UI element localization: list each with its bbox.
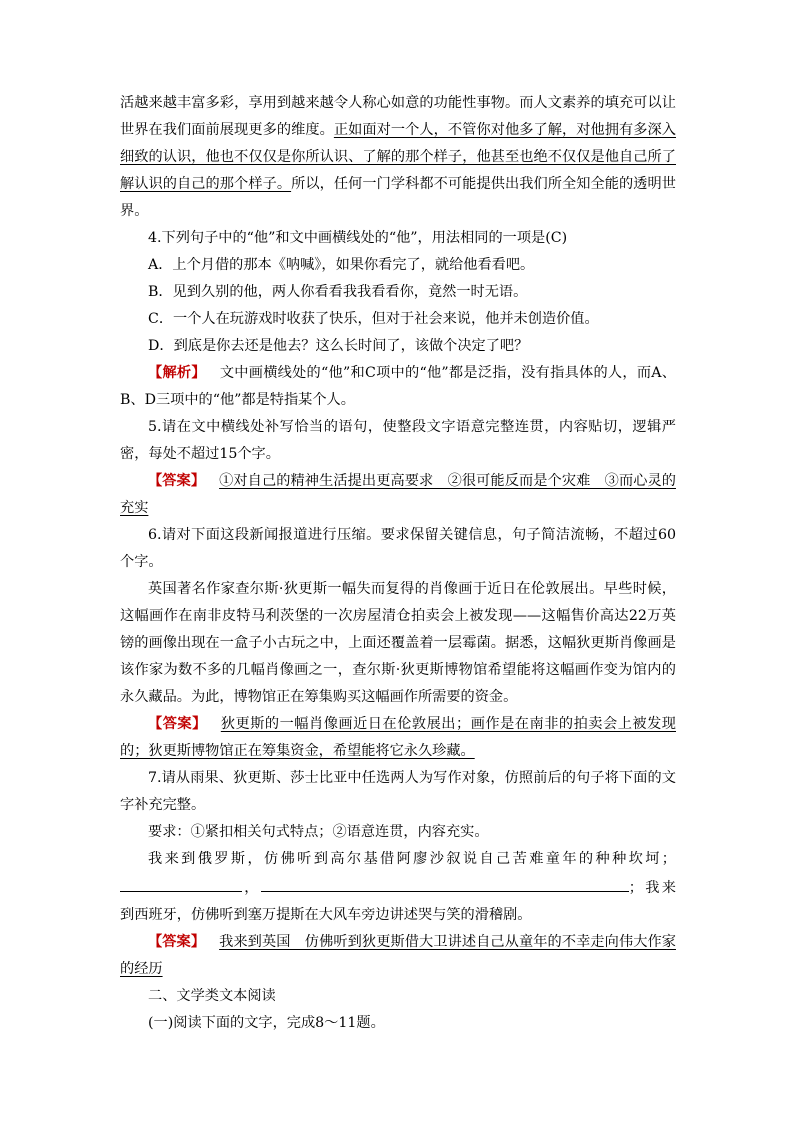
passage-text: 活越来越丰富多彩，享用到越来越令人称心如意的功能性事物。而人文素养的填充可以让世界在我们面前展现更多的维度。 [120, 95, 676, 138]
q4-option-a: A．上个月借的那本《呐喊》，如果你看完了，就给他看看吧。 [148, 257, 535, 273]
passage-paragraph [120, 90, 676, 225]
q6-answer-text: 狄更斯的一幅肖像画近日在伦敦展出；画作是在南非的拍卖会上被发现的；狄更斯博物馆正在筹集资金，希望能将它永久珍藏。 [120, 716, 676, 759]
answer-tag: 【答案】 [148, 716, 207, 732]
passage-tail-text: 所以，任何一门学科都不可能提供出我们所全知全能的透明世界。 [120, 176, 676, 219]
q7-comma: ， [242, 880, 261, 896]
section-subheading: (一)阅读下面的文字，完成8～11题。 [148, 1015, 385, 1031]
q4-option-d: D．到底是你去还是他去？这么长时间了，该做个决定了吧？ [148, 338, 529, 354]
q5-stem: 5.请在文中横线处补写恰当的语句，使整段文字语意完整连贯，内容贴切，逻辑严密，每处不超过15个字。 [120, 419, 676, 462]
analysis-tag: 【解析】 [148, 365, 206, 381]
q7-blank-1[interactable] [120, 873, 242, 892]
answer-tag: 【答案】 [148, 934, 206, 950]
q7-blank-2[interactable] [261, 873, 629, 892]
q4-analysis [120, 360, 676, 414]
q7-answer [120, 929, 676, 983]
q6-news: 英国著名作家查尔斯·狄更斯一幅失而复得的肖像画于近日在伦敦展出。早些时候，这幅画作在南非皮特马利茨堡的一次房屋清仓拍卖会上被发现——这幅售价高达22万英镑的画像出现在一盒子小古玩之中，上面还覆盖着一层霉菌。据悉，这幅狄更斯肖像画是该作家为数不多的几幅肖像画之一，查尔斯·狄更斯博物馆希望能将这幅画作变为馆内的永久藏品。为此，博物馆正在筹集购买这幅画作所需要的资金。 [120, 581, 676, 705]
passage-underlined-text: 正如面对一个人，不管你对他多了解，对他拥有多深入细致的认识，他也不仅仅是你所认识、了解的那个样子，他甚至也绝不仅仅是他自己所了解认识的自己的那个样子。 [120, 122, 676, 192]
q7-stem: 7.请从雨果、狄更斯、莎士比亚中任选两人为写作对象，仿照前后的句子将下面的文字补充完整。 [120, 770, 676, 813]
q4-analysis-text: 文中画横线处的“他”和C项中的“他”都是泛指，没有指具体的人，而A、B、D三项中的“他”都是特指某个人。 [120, 365, 676, 408]
q6-stem: 6.请对下面这段新闻报道进行压缩。要求保留关键信息，句子简洁流畅，不超过60个字。 [120, 527, 676, 570]
section-heading: 二、文学类文本阅读 [148, 988, 276, 1004]
q4-option-c: C．一个人在玩游戏时收获了快乐，但对于社会来说，他并未创造价值。 [148, 311, 599, 327]
document-page [120, 90, 676, 1037]
answer-tag: 【答案】 [148, 473, 206, 489]
q5-answer-text: ①对自己的精神生活提出更高要求 ②很可能反而是个灾难 ③而心灵的充实 [120, 473, 676, 516]
q7-answer-text: 我来到英国 仿佛听到狄更斯借大卫讲述自己从童年的不幸走向伟大作家的经历 [120, 934, 676, 977]
q7-sentence-end: 我来到西班牙，仿佛听到塞万提斯在大风车旁边讲述哭与笑的滑稽剧。 [120, 880, 676, 923]
q4-option-b: B．见到久别的他，两人你看看我我看看你，竟然一时无语。 [148, 284, 528, 300]
q7-sentence [120, 846, 676, 929]
q4-stem: 4.下列句子中的“他”和文中画横线处的“他”，用法相同的一项是(C) [148, 230, 568, 246]
q7-sentence-start: 我来到俄罗斯，仿佛听到高尔基借阿廖沙叙说自己苦难童年的种种坎坷； [148, 851, 676, 867]
q6-answer [120, 711, 676, 765]
q7-requirement: 要求：①紧扣相关句式特点；②语意连贯，内容充实。 [148, 824, 489, 840]
q5-answer [120, 468, 676, 522]
q7-semicolon: ； [628, 880, 643, 896]
